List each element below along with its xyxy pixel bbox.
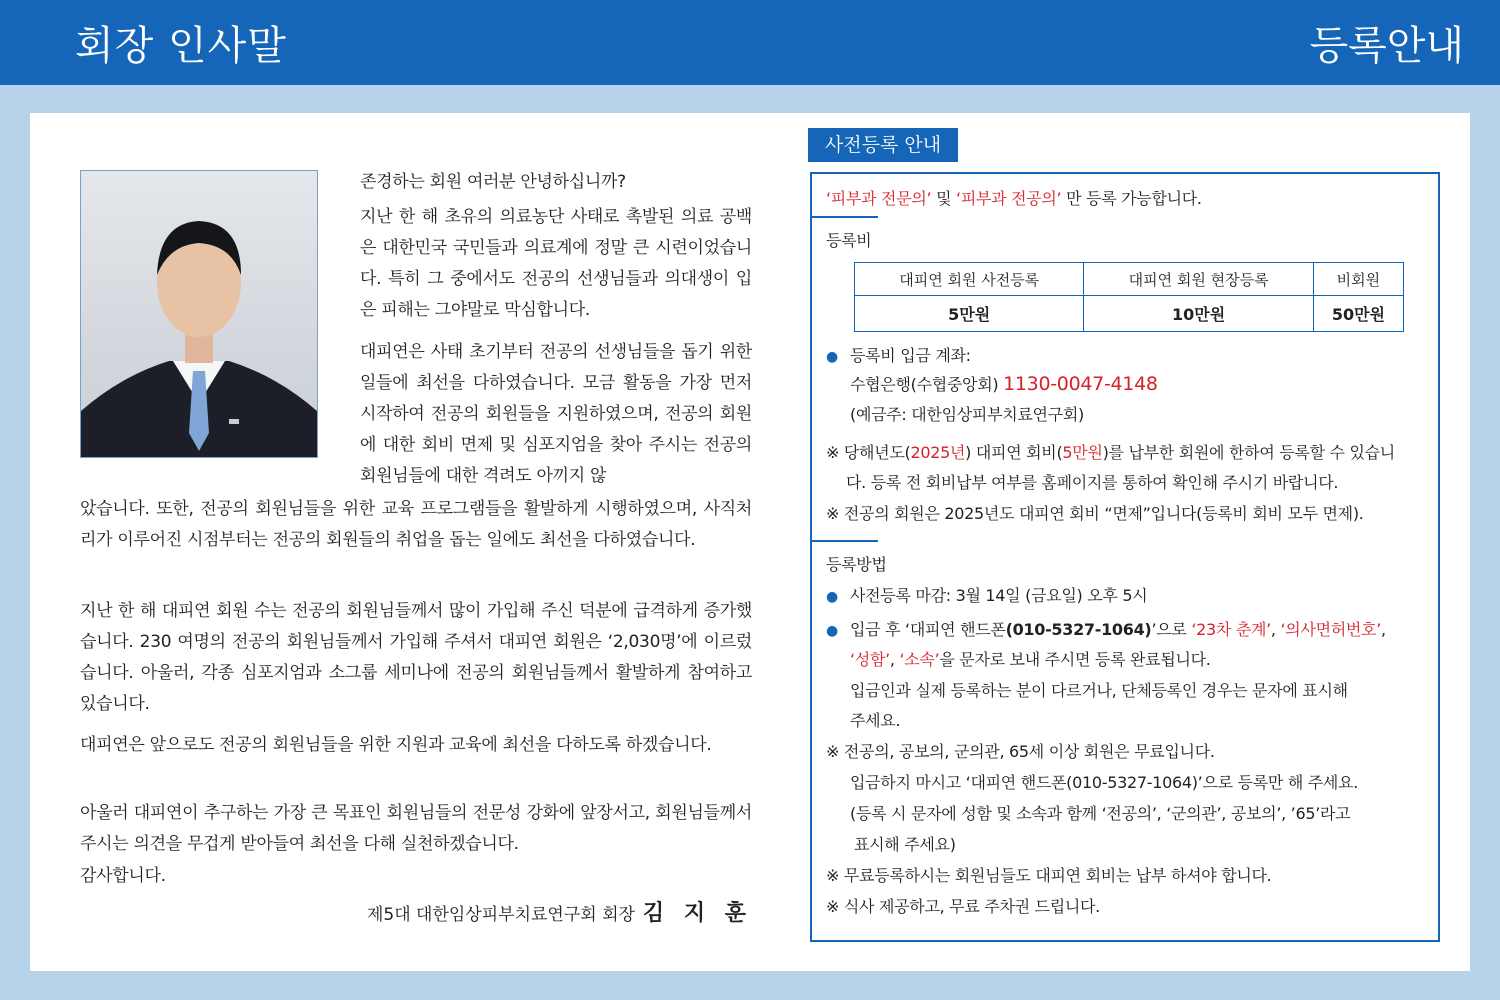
greeting-paragraph: 지난 한 해 대피연 회원 수는 전공의 회원님들께서 많이 가입해 주신 덕분에 급격하게 증가했습니다. 230 여명의 전공의 회원님들께서 가입해 주셔서 대피연 회원은 ‘2,030명’에 이르렀습니다. 아울러, 각종 심포지엄과 소그룹 세미나에 전공의 회원님들께서 활발하게 참여하고 있습니다. [80,601,752,714]
method-season: ‘23차 춘계’ [1191,620,1271,639]
meal-parking-note: ※ 식사 제공하고, 무료 주차권 드립니다. [826,897,1100,916]
footer-stripe [0,971,1500,1000]
deadline: 사전등록 마감: 3월 14일 (금요일) 오후 5시 [850,586,1148,605]
method-name: ‘성함’ [850,650,890,669]
account-line [850,372,1158,395]
dues-note-text: ) 대피연 회비( [965,443,1063,462]
account-holder: (예금주: 대한임상피부치료연구회) [850,405,1084,424]
free-registration-note: ※ 전공의, 공보의, 군의관, 65세 이상 회원은 무료입니다. [826,742,1215,761]
eligibility-resident: ‘피부과 전공의’ [956,189,1062,208]
method-text: , [1270,620,1281,639]
bullet-icon: ● [826,623,838,639]
free-registration-line1: 입금하지 마시고 ‘대피연 핸드폰(010-5327-1064)’으로 등록만 해 주세요. [850,773,1359,792]
greeting-paragraph: 대피연은 사태 초기부터 전공의 선생님들을 돕기 위한 일들에 최선을 다하였습니다. 모금 활동을 가장 먼저 시작하여 전공의 회원들을 지원하였으며, 전공의 회원에 대한 회비 면제 및 심포지엄을 찾아 주시는 전공의 회원님들에 대한 격려도 아끼지 않 [360,342,752,486]
method-text: ’으로 [1151,620,1192,639]
section-underline [812,540,878,542]
account-number: 1130-0047-4148 [1003,373,1158,395]
greeting-paragraph: 아울러 대피연이 추구하는 가장 큰 목표인 회원님들의 전문성 강화에 앞장서고, 회원님들께서 주시는 의견을 무겁게 받아들여 최선을 다해 실천하겠습니다. [80,803,752,854]
signature [80,896,752,927]
fee-header-cell: 대피연 회원 사전등록 [855,263,1084,296]
greeting-paragraph: 대피연은 앞으로도 전공의 회원님들을 위한 지원과 교육에 최선을 다하도록 하겠습니다. [80,735,712,755]
free-registration-line3: 표시해 주세요) [854,835,956,854]
greeting-paragraph: 지난 한 해 초유의 의료농단 사태로 촉발된 의료 공백은 대한민국 국민들과 의료계에 정말 큰 시련이었습니다. 특히 그 중에서도 전공의 선생님들과 의대생이 입은 피해는 그야말로 막심합니다. [360,207,752,320]
method-line2 [850,647,1211,670]
bullet-icon: ● [826,349,838,365]
method-line1 [826,617,1386,640]
method-license: ‘의사면허번호’ [1280,620,1382,639]
salutation: 존경하는 회원 여러분 안녕하십니까? [360,172,626,192]
method-text: 입금 후 ‘대피연 핸드폰 [850,620,1006,639]
registration-tab: 사전등록 안내 [808,128,958,162]
deadline-line [826,583,1147,606]
president-photo [80,170,318,458]
account-bank: 수협은행(수협중앙회) [850,375,1004,394]
fee-table-header-row [855,263,1404,296]
fee-header-cell: 대피연 회원 현장등록 [1084,263,1313,296]
dues-required-note: ※ 무료등록하시는 회원님들도 대피연 회비는 납부 하셔야 합니다. [826,866,1272,885]
greeting-title: 회장 인사말 [75,23,287,69]
resident-exemption-note: ※ 전공의 회원은 2025년도 대피연 회비 “면제”입니다(등록비 회비 모두 면제). [826,504,1364,523]
registration-title: 등록안내 [1309,23,1464,69]
greeting-paragraph: 았습니다. 또한, 전공의 회원님들을 위한 교육 프로그램들을 활발하게 시행하였으며, 사직처리가 이루어진 시점부터는 전공의 회원들의 취업을 돕는 일에도 최선을 다하였습니다. [80,499,752,550]
account-label: 등록비 입금 계좌: [850,346,971,365]
method-text: , [1381,620,1386,639]
method-affiliation: ‘소속’ [899,650,940,669]
method-text: , [889,650,900,669]
method-line3: 입금인과 실제 등록하는 분이 다르거나, 단체등록인 경우는 문자에 표시해 [850,681,1348,700]
header-bar [0,0,1500,85]
fee-header-cell: 비회원 [1313,263,1403,296]
fee-table-value-row [855,296,1404,332]
eligibility-line [826,186,1202,209]
dues-note-text: )를 납부한 회원에 한하여 등록할 수 있습니 [1102,443,1395,462]
signature-title: 제5대 대한임상피부치료연구회 회장 [366,905,635,925]
fee-table [854,262,1404,332]
account-label-line [826,343,971,366]
free-registration-line2: (등록 시 문자에 성함 및 소속과 함께 ‘전공의’, ‘군의관’, 공보의’, ’65’라고 [850,804,1351,823]
method-heading: 등록방법 [826,555,887,574]
dues-note-line2: 다. 등록 전 회비납부 여부를 홈페이지를 통하여 확인해 주시기 바랍니다. [846,473,1339,492]
fee-value-cell: 5만원 [855,296,1084,332]
dues-note-text: ※ 당해년도( [826,443,911,462]
dues-fee: 5만원 [1062,443,1103,462]
method-text: 을 문자로 보내 주시면 등록 완료됩니다. [939,650,1211,669]
header-stripe [30,85,1470,113]
greeting-closing: 감사합니다. [80,866,166,886]
eligibility-specialist: ‘피부과 전문의’ [826,189,932,208]
dues-year: 2025년 [910,443,966,462]
eligibility-rest: 만 등록 가능합니다. [1061,189,1202,208]
eligibility-and: 및 [931,189,957,208]
fee-heading: 등록비 [826,231,872,250]
method-line4: 주세요. [850,711,901,730]
fee-value-cell: 10만원 [1084,296,1313,332]
method-phone: (010-5327-1064) [1005,620,1152,639]
dues-note-line1 [826,440,1395,463]
section-underline [812,216,878,218]
bullet-icon: ● [826,589,838,605]
signature-name: 김 지 훈 [642,901,752,926]
fee-value-cell: 50만원 [1313,296,1403,332]
